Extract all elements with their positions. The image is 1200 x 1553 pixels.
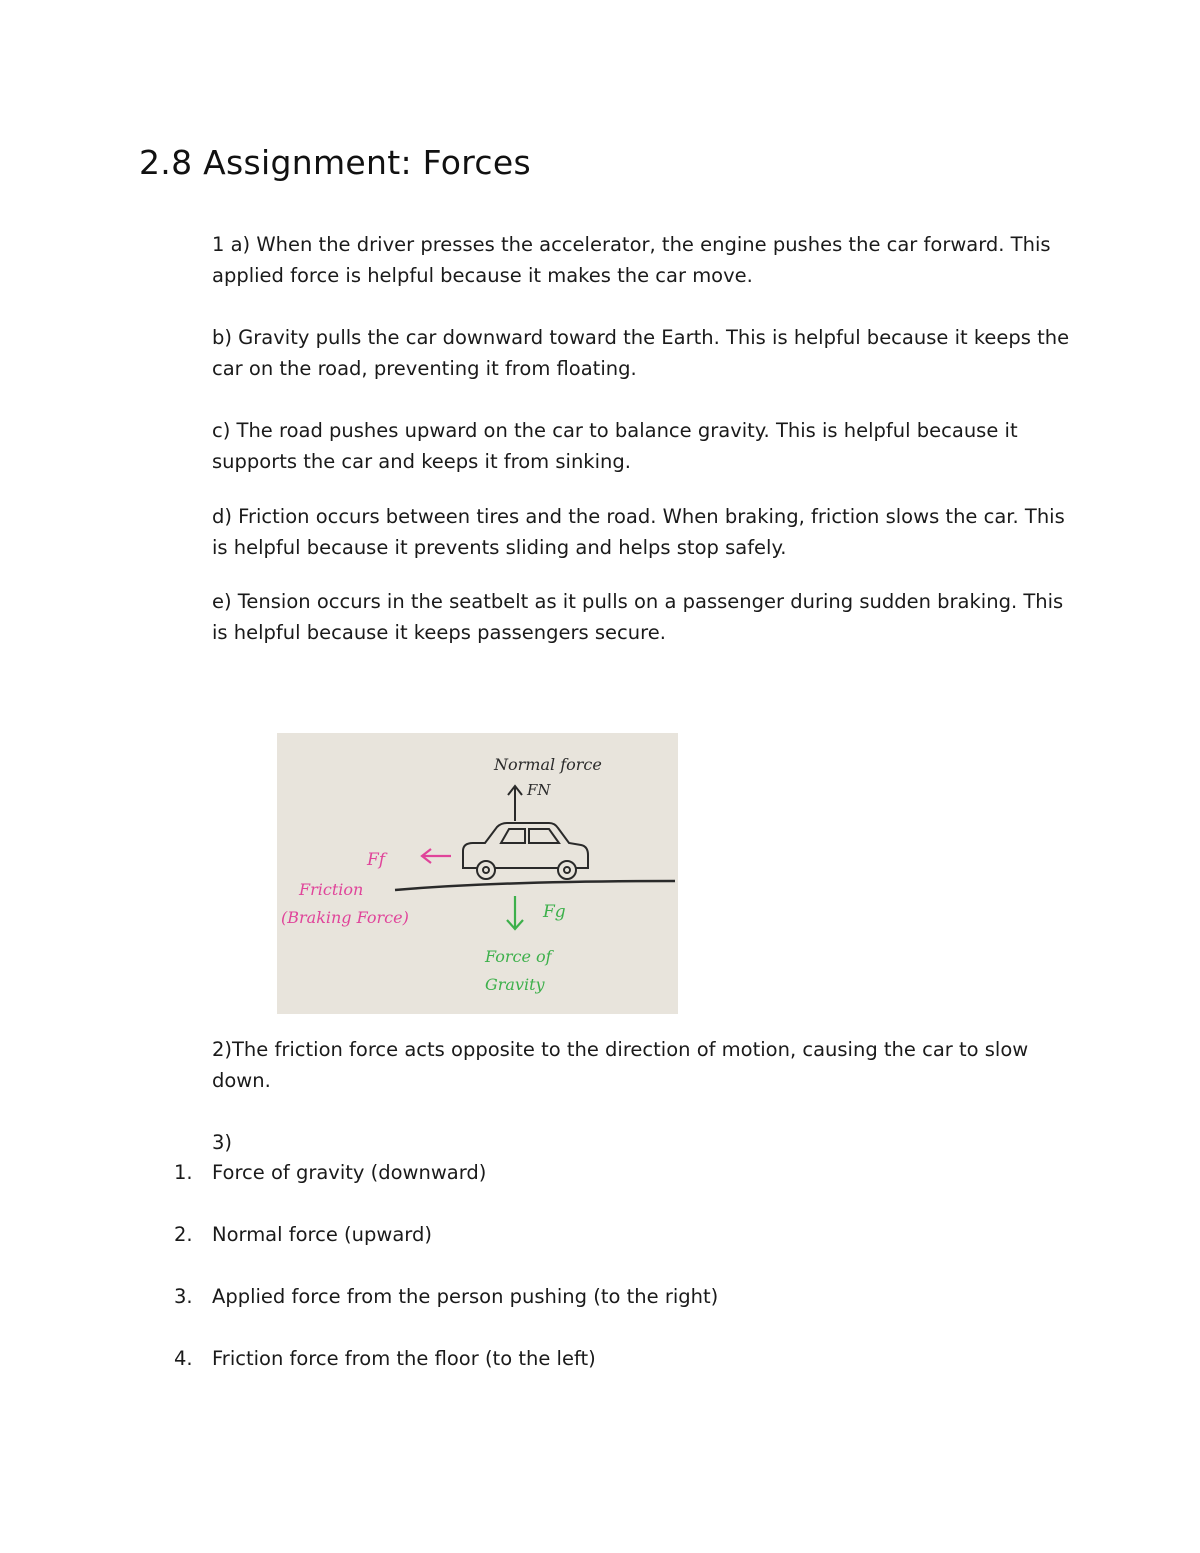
- answer-1c: c) The road pushes upward on the car to balance gravity. This is helpful because it supports the car and keeps it from sinking.: [212, 419, 1018, 473]
- answer-1d: d) Friction occurs between tires and the road. When braking, friction slows the car. This is helpful because it prevents sliding and helps stop safely.: [212, 505, 1065, 559]
- answer-3-label: 3): [212, 1131, 233, 1154]
- answer-2: 2)The friction force acts opposite to the direction of motion, causing the car to slow down.: [212, 1038, 1029, 1092]
- free-body-diagram-photo: [277, 733, 678, 1014]
- list-number: 1.: [174, 1161, 193, 1184]
- friction-symbol: Ff: [367, 850, 386, 870]
- list-text: Normal force (upward): [212, 1223, 432, 1246]
- list-text: Force of gravity (downward): [212, 1161, 487, 1184]
- list-number: 3.: [174, 1285, 193, 1308]
- answer-1b: b) Gravity pulls the car downward toward the Earth. This is helpful because it keeps the car on the road, preventing it from floating.: [212, 326, 1070, 380]
- answer-1e: e) Tension occurs in the seatbelt as it pulls on a passenger during sudden braking. This is helpful because it keeps passengers secure.: [212, 590, 1064, 644]
- list-number: 2.: [174, 1223, 193, 1246]
- friction-label: Friction: [299, 880, 364, 899]
- gravity-label-line2: Gravity: [485, 975, 545, 994]
- list-text: Applied force from the person pushing (to the right): [212, 1285, 719, 1308]
- gravity-symbol: Fg: [543, 902, 566, 922]
- page-title: 2.8 Assignment: Forces: [139, 143, 531, 182]
- answer-1a: 1 a) When the driver presses the accelerator, the engine pushes the car forward. This applied force is helpful because it makes the car move.: [212, 233, 1051, 287]
- list-number: 4.: [174, 1347, 193, 1370]
- normal-force-label: Normal force: [494, 755, 602, 774]
- normal-force-symbol: FN: [527, 781, 551, 799]
- car-force-sketch: [277, 733, 678, 1014]
- gravity-label-line1: Force of: [485, 947, 552, 966]
- list-text: Friction force from the floor (to the left): [212, 1347, 596, 1370]
- braking-force-label: (Braking Force): [281, 908, 409, 927]
